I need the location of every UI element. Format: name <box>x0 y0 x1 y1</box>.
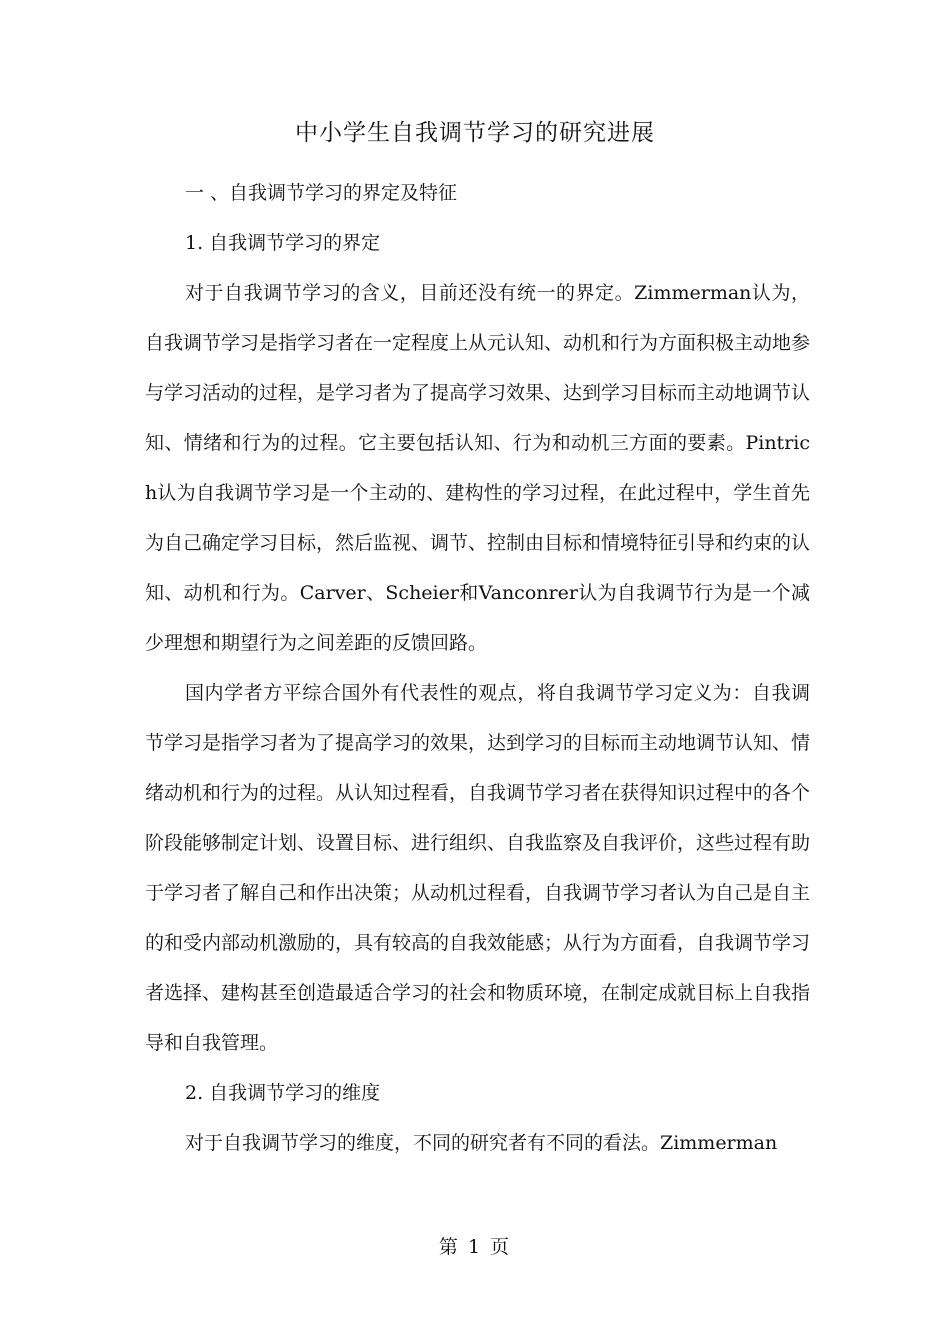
subsection-heading: 2. 自我调节学习的维度 <box>185 1082 381 1104</box>
section-heading: 一 、自我调节学习的界定及特征 <box>185 182 458 204</box>
body-paragraph: 国内学者方平综合国外有代表性的观点，将自我调节学习定义为：自我调节学习是指学习者为了提高学习的效果，达到学习的目标而主动地调节认知、情绪动机和行为的过程。从认知过程看，自我调节学习者在获得知识过程中的各个阶段能够制定计划、设置目标、进行组织、自我监察及自我评价，这些过程有助于学习者了解自己和作出决策；从动机过程看，自我调节学习者认为自己是自主的和受内部动机激励的，具有较高的自我效能感；从行为方面看，自我调节学习者选择、建构甚至创造最适合学习的社会和物质环境，在制定成就目标上自我指导和自我管理。 <box>145 682 811 1054</box>
document-body <box>145 168 810 1168</box>
page-number: 第 1 页 <box>438 1236 512 1258</box>
subsection-heading: 1. 自我调节学习的界定 <box>185 232 381 254</box>
document-title: 中小学生自我调节学习的研究进展 <box>295 120 655 146</box>
body-paragraph: 对于自我调节学习的含义，目前还没有统一的界定。Zimmerman认为，自我调节学习是指学习者在一定程度上从元认知、动机和行为方面积极主动地参与学习活动的过程，是学习者为了提高学习效果、达到学习目标而主动地调节认知、情绪和行为的过程。它主要包括认知、行为和动机三方面的要素。Pintrich认为自我调节学习是一个主动的、建构性的学习过程，在此过程中，学生首先为自己确定学习目标，然后监视、调节、控制由目标和情境特征引导和约束的认知、动机和行为。Carver、Scheier和Vanconrer认为自我调节行为是一个减少理想和期望行为之间差距的反馈回路。 <box>145 282 811 654</box>
body-paragraph: 对于自我调节学习的维度，不同的研究者有不同的看法。Zimmerman <box>185 1132 778 1154</box>
